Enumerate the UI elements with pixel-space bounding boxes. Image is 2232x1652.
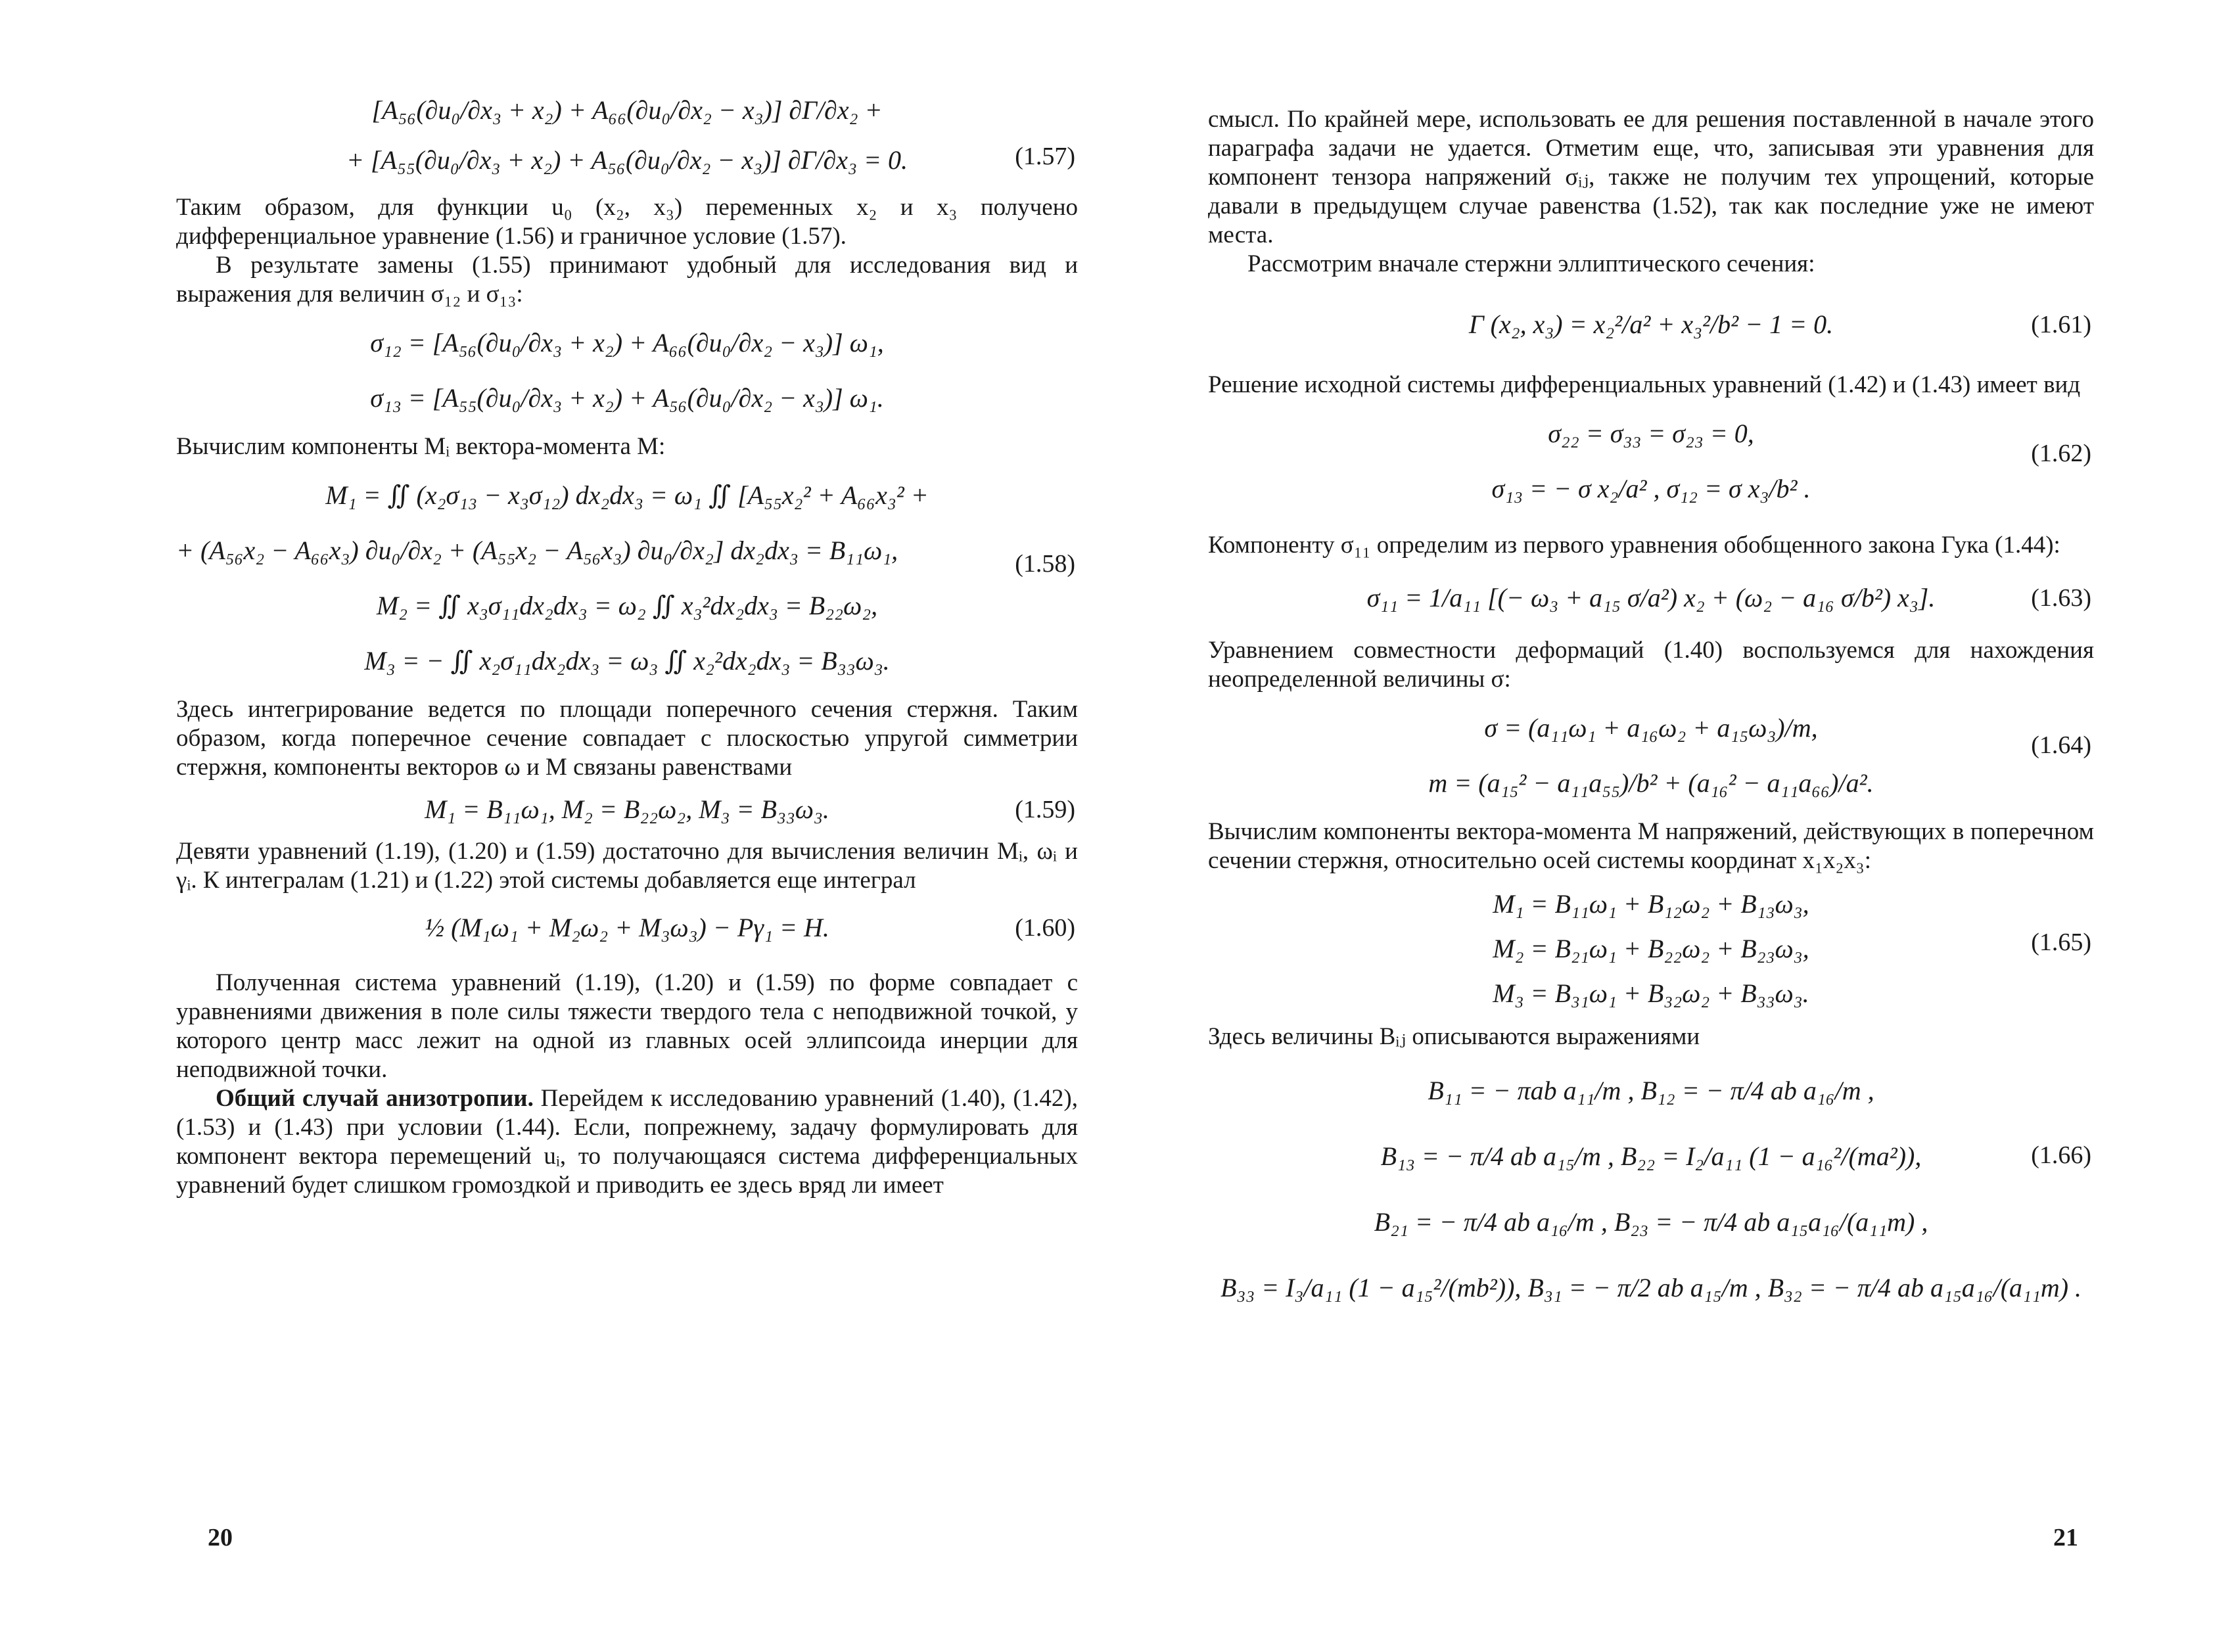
equation-1-58-row-2-text: + (A₅₆x₂ − A₆₆x₃) ∂u₀/∂x₂ + (A₅₅x₂ − A₅₆x₃) ∂u₀/∂x₂] dx₂dx₃ = B₁₁ω₁, (176, 536, 898, 565)
equation-1-57-row-1: [A₅₆(∂u₀/∂x₃ + x₂) + A₆₆(∂u₀/∂x₂ − x₃)] ∂Γ/∂x₂ + (371, 95, 883, 125)
paragraph: Полученная система уравнений (1.19), (1.20) и (1.59) по форме совпадает с уравнениями движения в поле силы тяжести твердого тела с неподвижной точкой, у которого центр масс лежит на одной из главных осей эллипсоида инерции для неподвижной точки. (176, 969, 1078, 1083)
left-page (176, 0, 1078, 1652)
equation-1-58-row-1: M₁ = ∬ (x₂σ₁₃ − x₃σ₁₂) dx₂dx₃ = ω₁ ∬ [A₅₅x₂² + A₆₆x₃² + (325, 480, 929, 510)
equation-1-62-row-2: σ₁₃ = − σ x₂/a² , σ₁₂ = σ x₃/b² . (1491, 474, 1811, 503)
left-page-content (176, 92, 1078, 1200)
equation-1-63-text: σ₁₁ = 1/a₁₁ [(− ω₃ + a₁₅ σ/a²) x₂ + (ω₂ − a₁₆ σ/b²) x₃]. (1366, 583, 1936, 612)
equation-sigma (176, 315, 1078, 426)
equation-1-66-row-1: B₁₁ = − πab a₁₁/m , B₁₂ = − π/4 ab a₁₆/m , (1428, 1076, 1874, 1105)
equation-1-64-row-2: m = (a₁₅² − a₁₁a₅₅)/b² + (a₁₆² − a₁₁a₆₆)/a². (1428, 768, 1874, 798)
equation-1-58-row-3: M₂ = ∬ x₃σ₁₁dx₂dx₃ = ω₂ ∬ x₃²dx₂dx₃ = B₂₂ω₂, (376, 591, 878, 620)
equation-1-59 (176, 789, 1078, 831)
equation-number: (1.62) (2031, 440, 2091, 467)
paragraph: смысл. По крайней мере, использовать ее для решения поставленной в начале этого параграфа задачи не удается. Отметим еще, что, записывая эти уравнения для компонент тензора напряжений σᵢⱼ, также не получим тех упрощений, которые давали в предыдущем случае равенства (1.52), так как последние уже не имеют места. (1208, 106, 2094, 248)
equation-number: (1.60) (1015, 914, 1075, 942)
equation-1-65 (1208, 882, 2094, 1016)
equation-1-58-row-4: M₃ = − ∬ x₂σ₁₁dx₂dx₃ = ω₃ ∬ x₂²dx₂dx₃ = B₃₃ω₃. (364, 646, 890, 676)
paragraph: Вычислим компоненты вектора-момента M напряжений, действующих в поперечном сечении стержня, относительно осей системы координат x₁x₂x₃: (1208, 818, 2094, 874)
paragraph: Компоненту σ₁₁ определим из первого уравнения обобщенного закона Гука (1.44): (1208, 532, 2060, 559)
equation-1-64-row-1: σ = (a₁₁ω₁ + a₁₆ω₂ + a₁₅ω₃)/m, (1484, 713, 1818, 743)
equation-1-58 (176, 468, 1078, 689)
paragraph: Здесь интегрирование ведется по площади поперечного сечения стержня. Таким образом, когда поперечное сечение совпадает с плоскостью упругой симметрии стержня, компоненты векторов ω и M связаны равенствами (176, 696, 1078, 781)
equation-1-66-row-3: B₂₁ = − π/4 ab a₁₆/m , B₂₃ = − π/4 ab a₁₅a₁₆/(a₁₁m) , (1374, 1207, 1928, 1237)
paragraph (176, 1084, 1078, 1200)
paragraph: Рассмотрим вначале стержни эллиптического сечения: (1247, 250, 1815, 277)
paragraph: Решение исходной системы дифференциальных уравнений (1.42) и (1.43) имеет вид (1208, 371, 2081, 398)
equation-number: (1.57) (1015, 143, 1075, 170)
equation-number: (1.64) (2031, 731, 2091, 759)
equation-number: (1.66) (2031, 1141, 2091, 1169)
equation-1-58-row-2 (176, 532, 1078, 569)
right-page-content (1208, 105, 2094, 1321)
equation-1-66-row-2: B₁₃ = − π/4 ab a₁₅/m , B₂₂ = I₂/a₁₁ (1 − a₁₆²/(ma²)), (1380, 1141, 1922, 1171)
equation-1-60-text: ½ (M₁ω₁ + M₂ω₂ + M₃ω₃) − Pγ₁ = H. (425, 913, 829, 942)
equation-number: (1.59) (1015, 796, 1075, 823)
equation-1-61 (1208, 293, 2094, 356)
equation-sigma-13: σ₁₃ = [A₅₅(∂u₀/∂x₃ + x₂) + A₅₆(∂u₀/∂x₂ − x₃)] ω₁. (370, 383, 884, 413)
equation-1-66-row-4: B₃₃ = I₃/a₁₁ (1 − a₁₅²/(mb²)), B₃₁ = − π/2 ab a₁₅/m , B₃₂ = − π/4 ab a₁₅a₁₆/(a₁₁m) . (1220, 1273, 2082, 1302)
equation-number: (1.61) (2031, 311, 2091, 338)
paragraph: Здесь величины Bᵢⱼ описываются выражениями (1208, 1023, 1700, 1050)
page-number: 20 (208, 1524, 233, 1551)
equation-sigma-12: σ₁₂ = [A₅₆(∂u₀/∂x₃ + x₂) + A₆₆(∂u₀/∂x₂ − x₃)] ω₁, (370, 328, 884, 357)
right-page (1208, 0, 2094, 1652)
equation-number: (1.63) (2031, 584, 2091, 612)
equation-1-65-row-2: M₂ = B₂₁ω₁ + B₂₂ω₂ + B₂₃ω₃, (1493, 934, 1809, 963)
paragraph-text: Перейдем к исследованию уравнений (1.40), (1.42), (1.53) и (1.43) при условии (1.44). Если, попрежнему, задачу формулировать для компонент вектора перемещений uᵢ, то получающаяся система дифференциальных уравнений будет слишком громоздкой и приводить ее здесь вряд ли имеет (176, 1085, 1078, 1199)
equation-1-60 (176, 902, 1078, 954)
paragraph: В результате замены (1.55) принимают удобный для исследования вид и выражения для величин σ₁₂ и σ₁₃: (176, 252, 1078, 308)
equation-1-57-row-2: + [A₅₅(∂u₀/∂x₃ + x₂) + A₅₆(∂u₀/∂x₂ − x₃)] ∂Γ/∂x₃ = 0. (346, 145, 908, 175)
equation-1-59-text: M₁ = B₁₁ω₁, M₂ = B₂₂ω₂, M₃ = B₃₃ω₃. (425, 794, 829, 824)
equation-1-66 (1208, 1058, 2094, 1321)
equation-1-65-row-1: M₁ = B₁₁ω₁ + B₁₂ω₂ + B₁₃ω₃, (1493, 889, 1809, 919)
equation-1-62 (1208, 406, 2094, 516)
page-number: 21 (2053, 1524, 2078, 1551)
equation-1-65-row-3: M₃ = B₃₁ω₁ + B₃₂ω₂ + B₃₃ω₃. (1493, 978, 1809, 1008)
equation-number: (1.65) (2031, 929, 2091, 956)
equation-1-64 (1208, 700, 2094, 811)
equation-1-61-text: Γ (x₂, x₃) = x₂²/a² + x₃²/b² − 1 = 0. (1468, 310, 1834, 339)
paragraph: Вычислим компоненты Mᵢ вектора-момента M: (176, 433, 666, 460)
paragraph: Таким образом, для функции u₀ (x₂, x₃) переменных x₂ и x₃ получено дифференциальное уравнение (1.56) и граничное условие (1.57). (176, 194, 1078, 250)
section-heading: Общий случай анизотропии. (216, 1085, 534, 1112)
equation-number: (1.58) (1015, 550, 1075, 578)
paragraph: Девяти уравнений (1.19), (1.20) и (1.59) достаточно для вычисления величин Mᵢ, ωᵢ и γᵢ. К интегралам (1.21) и (1.22) этой системы добавляется еще интеграл (176, 838, 1078, 894)
equation-1-62-row-1: σ₂₂ = σ₃₃ = σ₂₃ = 0, (1548, 419, 1754, 448)
equation-1-57 (176, 92, 1078, 179)
equation-1-63 (1208, 566, 2094, 630)
paragraph: Уравнением совместности деформаций (1.40) воспользуемся для нахождения неопределенной величины σ: (1208, 637, 2094, 693)
